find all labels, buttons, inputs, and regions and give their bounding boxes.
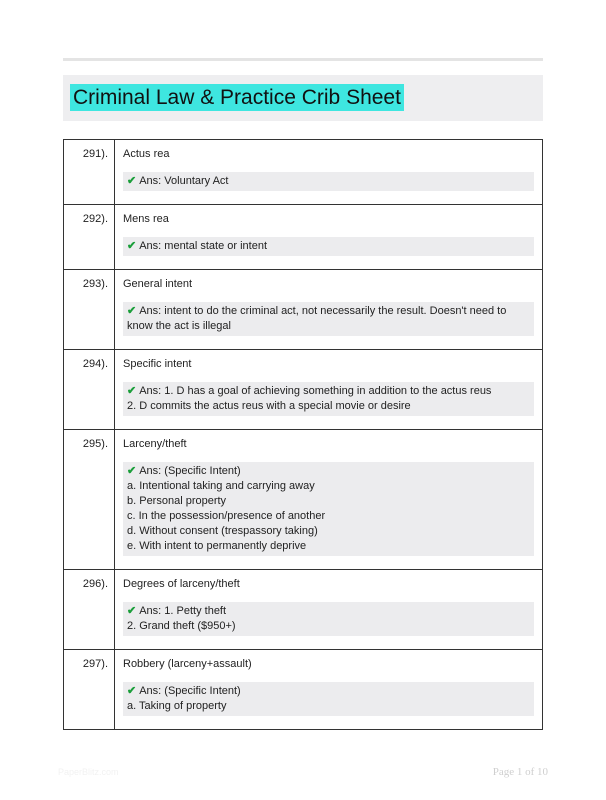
answer-box <box>123 382 534 416</box>
answer-text: Ans: (Specific Intent) <box>139 465 241 477</box>
question-cell <box>115 350 543 430</box>
question-number: 295). <box>64 430 115 570</box>
question-text: Robbery (larceny+assault) <box>123 658 252 670</box>
question-text: General intent <box>123 278 193 290</box>
page-indicator: Page 1 of 10 <box>492 766 548 778</box>
check-icon: ✔ <box>127 465 137 477</box>
check-icon: ✔ <box>127 385 137 397</box>
title-band <box>63 75 543 121</box>
question-number: 291). <box>64 140 115 205</box>
answer-text: e. With intent to permanently deprive <box>127 540 307 552</box>
table-row <box>64 430 543 570</box>
table-row <box>64 270 543 350</box>
answer-line <box>127 384 530 399</box>
answer-text: a. Taking of property <box>127 700 227 712</box>
answer-line <box>127 619 530 634</box>
question-cell <box>115 270 543 350</box>
question-number: 297). <box>64 650 115 730</box>
answer-box <box>123 602 534 636</box>
answer-line <box>127 524 530 539</box>
answer-line <box>127 399 530 414</box>
check-icon: ✔ <box>127 605 137 617</box>
answer-line <box>127 509 530 524</box>
answer-line <box>127 684 530 699</box>
answer-line <box>127 604 530 619</box>
question-text: Degrees of larceny/theft <box>123 578 240 590</box>
answer-line <box>127 699 530 714</box>
answer-box <box>123 682 534 716</box>
table-row <box>64 140 543 205</box>
answer-text: a. Intentional taking and carrying away <box>127 480 315 492</box>
check-icon: ✔ <box>127 240 137 252</box>
check-icon: ✔ <box>127 175 137 187</box>
answer-box <box>123 462 534 556</box>
answer-line <box>127 304 530 334</box>
question-cell <box>115 570 543 650</box>
answer-box <box>123 237 534 256</box>
table-row <box>64 205 543 270</box>
answer-box <box>123 302 534 336</box>
answer-line <box>127 539 530 554</box>
answer-text: Ans: 1. D has a goal of achieving something in addition to the actus reus <box>139 385 492 397</box>
answer-text: Ans: mental state or intent <box>139 240 268 252</box>
answer-box <box>123 172 534 191</box>
qa-table-body <box>64 140 543 730</box>
answer-line <box>127 174 530 189</box>
top-divider <box>63 58 543 61</box>
check-icon: ✔ <box>127 305 137 317</box>
answer-text: c. In the possession/presence of another <box>127 510 326 522</box>
document-title: Criminal Law & Practice Crib Sheet <box>70 84 404 111</box>
answer-text: d. Without consent (trespassory taking) <box>127 525 318 537</box>
answer-text: b. Personal property <box>127 495 227 507</box>
question-cell <box>115 430 543 570</box>
question-number: 296). <box>64 570 115 650</box>
answer-text: Ans: 1. Petty theft <box>139 605 227 617</box>
footer-watermark: PaperBlitz.com <box>58 767 119 777</box>
question-cell <box>115 140 543 205</box>
answer-line <box>127 479 530 494</box>
answer-text: Ans: Voluntary Act <box>139 175 229 187</box>
answer-text: 2. Grand theft ($950+) <box>127 620 236 632</box>
answer-line <box>127 494 530 509</box>
question-cell <box>115 650 543 730</box>
answer-text: Ans: (Specific Intent) <box>139 685 241 697</box>
question-text: Mens rea <box>123 213 169 225</box>
question-text: Larceny/theft <box>123 438 187 450</box>
table-row <box>64 570 543 650</box>
question-text: Actus rea <box>123 148 170 160</box>
table-row <box>64 650 543 730</box>
question-number: 294). <box>64 350 115 430</box>
table-row <box>64 350 543 430</box>
answer-text: Ans: intent to do the criminal act, not necessarily the result. Doesn't need to know the act is illegal <box>127 305 507 332</box>
question-cell <box>115 205 543 270</box>
qa-table <box>63 139 543 730</box>
question-number: 293). <box>64 270 115 350</box>
answer-line <box>127 239 530 254</box>
question-number: 292). <box>64 205 115 270</box>
answer-line <box>127 464 530 479</box>
question-text: Specific intent <box>123 358 192 370</box>
check-icon: ✔ <box>127 685 137 697</box>
answer-text: 2. D commits the actus reus with a special movie or desire <box>127 400 411 412</box>
